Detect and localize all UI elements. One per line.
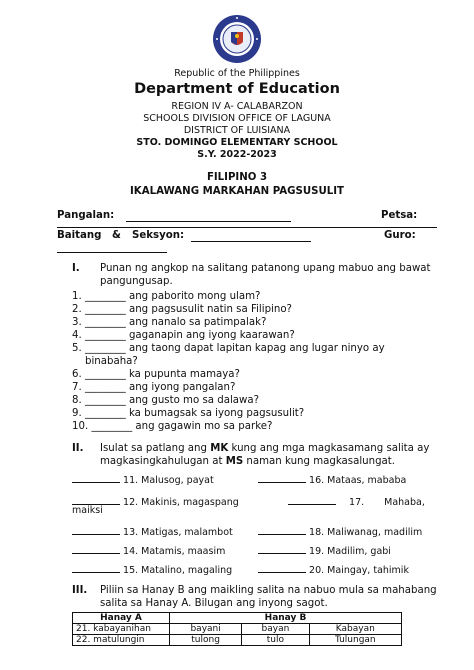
- item-18: 18. Maliwanag, madilim: [258, 524, 422, 538]
- table-cell[interactable]: Kabayan: [309, 624, 401, 635]
- republic-text: Republic of the Philippines: [174, 68, 300, 79]
- question-4: 4. ________ gaganapin ang iyong kaarawan?: [72, 330, 295, 341]
- answer-blank[interactable]: [72, 494, 120, 505]
- school-year: S.Y. 2022-2023: [197, 149, 277, 160]
- question-7: 7. ________ ang iyong pangalan?: [72, 382, 236, 393]
- exam-title: IKALAWANG MARKAHAN PAGSUSULIT: [130, 186, 344, 197]
- table-header-a: Hanay A: [73, 613, 170, 624]
- name-field[interactable]: [126, 210, 291, 222]
- item-12: 12. Makinis, magaspang: [72, 494, 239, 508]
- question-5-cont: binabaha?: [85, 356, 138, 367]
- question-6: 6. ________ ka pupunta mamaya?: [72, 369, 240, 380]
- part3-instruction-cont: salita sa Hanay A. Bilugan ang inyong sagot.: [100, 598, 328, 609]
- answer-blank[interactable]: [72, 524, 120, 535]
- school-name: STO. DOMINGO ELEMENTARY SCHOOL: [136, 137, 338, 148]
- subject-title: FILIPINO 3: [206, 172, 268, 183]
- answer-blank[interactable]: [72, 472, 120, 483]
- part1-numeral: I.: [72, 263, 80, 274]
- division-text: SCHOOLS DIVISION OFFICE OF LAGUNA: [143, 113, 331, 124]
- name-label: Pangalan:: [57, 210, 115, 221]
- question-1: 1. ________ ang paborito mong ulam?: [72, 291, 261, 302]
- answer-blank[interactable]: [72, 543, 120, 554]
- item-17: 17. Mahaba,: [288, 494, 425, 508]
- part2-numeral: II.: [72, 443, 84, 454]
- item-11: 11. Malusog, payat: [72, 472, 214, 486]
- table-cell[interactable]: bayan: [242, 624, 309, 635]
- department-title: Department of Education: [134, 81, 340, 97]
- item-14: 14. Matamis, maasim: [72, 543, 225, 557]
- ampersand: &: [112, 230, 121, 241]
- question-2: 2. ________ ang pagsusulit natin sa Filipino?: [72, 304, 292, 315]
- table-cell[interactable]: bayani: [170, 624, 242, 635]
- grade-section-field[interactable]: [191, 230, 311, 242]
- part3-numeral: III.: [72, 585, 88, 596]
- table-row: [73, 635, 402, 646]
- item-15: 15. Matalino, magaling: [72, 562, 232, 576]
- teacher-field[interactable]: [57, 242, 167, 253]
- section-label: Seksyon:: [132, 230, 185, 241]
- part2-instruction: Isulat sa patlang ang MK kung ang mga magkasamang salita ay: [100, 443, 430, 454]
- question-8: 8. ________ ang gusto mo sa dalawa?: [72, 395, 259, 406]
- part1-instruction-cont: pangungusap.: [100, 276, 173, 287]
- answer-blank[interactable]: [258, 562, 306, 573]
- district-text: DISTRICT OF LUISIANA: [183, 125, 291, 136]
- table-cell: 22. matulungin: [73, 635, 170, 646]
- part2-instruction-cont: magkasingkahulugan at MS naman kung magkasalungat.: [100, 456, 396, 467]
- item-20: 20. Maingay, tahimik: [258, 562, 409, 576]
- part3-instruction: Piliin sa Hanay B ang maikling salita na nabuo mula sa mahabang: [100, 585, 437, 596]
- table-header-b: Hanay B: [170, 613, 402, 624]
- table-cell: 21. kabayanihan: [73, 624, 170, 635]
- answer-blank[interactable]: [288, 494, 336, 505]
- word-table: [72, 612, 402, 646]
- deped-seal-icon: [212, 14, 262, 64]
- item-19: 19. Madilim, gabi: [258, 543, 391, 557]
- region-text: REGION IV A- CALABARZON: [171, 101, 303, 112]
- grade-label: Baitang: [57, 230, 102, 241]
- question-3: 3. ________ ang nanalo sa patimpalak?: [72, 317, 267, 328]
- answer-blank[interactable]: [258, 524, 306, 535]
- question-9: 9. ________ ka bumagsak sa iyong pagsusulit?: [72, 408, 305, 419]
- date-label: Petsa:: [381, 210, 418, 221]
- table-row: [73, 624, 402, 635]
- question-10: 10. ________ ang gagawin mo sa parke?: [72, 421, 273, 432]
- date-field[interactable]: [57, 226, 437, 228]
- answer-blank[interactable]: [258, 543, 306, 554]
- question-5: 5. ________ ang taong dapat lapitan kapag ang lugar ninyo ay: [72, 343, 385, 354]
- item-17-cont: maiksi: [72, 505, 103, 516]
- teacher-label: Guro:: [384, 230, 416, 241]
- answer-blank[interactable]: [72, 562, 120, 573]
- table-cell[interactable]: tulong: [170, 635, 242, 646]
- table-cell[interactable]: Tulungan: [309, 635, 401, 646]
- answer-blank[interactable]: [258, 472, 306, 483]
- item-16: 16. Mataas, mababa: [258, 472, 406, 486]
- item-13: 13. Matigas, malambot: [72, 524, 233, 538]
- table-cell[interactable]: tulo: [242, 635, 309, 646]
- part1-instruction: Punan ng angkop na salitang patanong upang mabuo ang bawat: [100, 263, 431, 274]
